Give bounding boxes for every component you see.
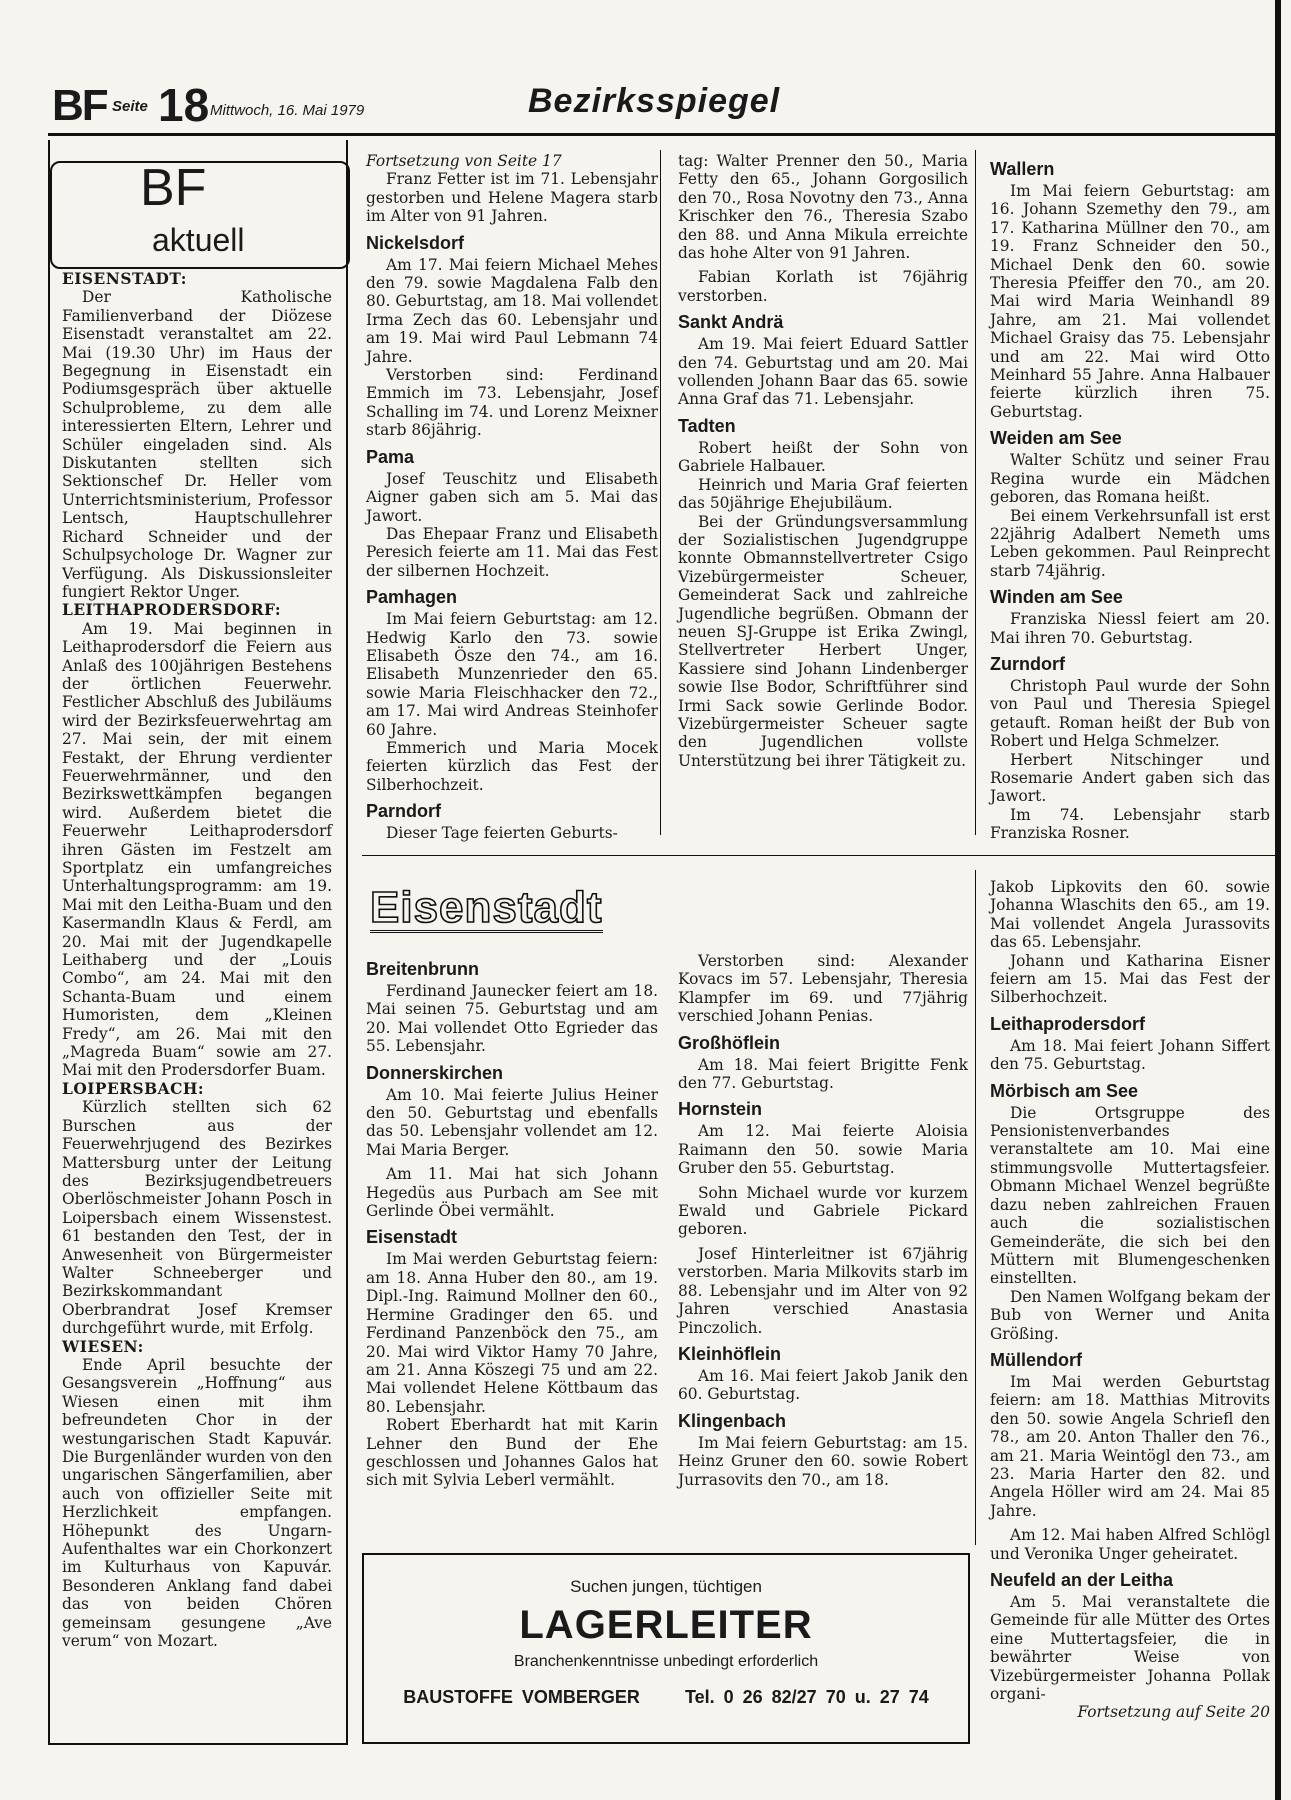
place-heading: Winden am See [990,587,1123,608]
article-paragraph: Im Mai feiern Geburtstag: am 12. Hedwig Karlo den 73. sowie Elisabeth Ösze den 74., am 16. Elisabeth Munzenrieder den 65. sowie Maria Fleischhacker den 72., am 17. Mai wird Andreas Steinhofer 60 Jahre. [366,610,658,739]
article-paragraph: Dieser Tage feierten Geburts- [386,824,618,843]
place-heading: Großhöflein [678,1032,780,1053]
article-paragraph: Franziska Niessl feiert am 20. Mai ihren 70. Geburtstag. [990,610,1270,647]
article-paragraph: Christoph Paul wurde der Sohn von Paul und Theresia Spiegel getauft. Roman heißt der Bub von Robert und Helga Schmelzer. [990,676,1270,751]
page-edge-bar [1275,0,1281,1800]
article-paragraph: Am 5. Mai veranstaltete die Gemeinde für alle Mütter des Ortes eine Muttertagsfeier, die in bewährter Weise von Vizebürgermeister Johanna Pollak organi- [990,1593,1270,1704]
aktuell-place-heading: WIESEN: [62,1337,144,1356]
article-paragraph: Franz Fetter ist im 71. Lebensjahr gestorben und Helene Magera starb im Alter von 91 Jahren. [366,170,658,226]
aktuell-paragraph: Der Katholische Familienverband der Diözese Eisenstadt veranstaltet am 22. Mai (19.30 Uhr) im Haus der Begegnung in Eisenstadt ein Podiumsgespräch über aktuelle Schulprobleme, zu dem alle interessierten Eltern, Lehrer und Schüler eingeladen sind. Als Diskutanten stellten sich Sektionschef Dr. Heller vom Unterrichtsministerium, Professor Lentsch, Hauptschullehrer Richard Schneider und der Schulpsychologe Dr. Wagner zur Verfügung. Als Diskussionsleiter fungiert Rektor Unger. [62,288,332,601]
place-heading: Leithaprodersdorf [990,1013,1146,1034]
ad-requirement: Branchenkenntnisse unbedingt erforderlich [513,1653,819,1670]
article-paragraph: Ferdinand Jaunecker feiert am 18. Mai seinen 75. Geburtstag und am 20. Mai vollendet Otto Egrieder das 55. Lebensjahr. [366,982,658,1056]
aktuell-paragraph: Am 19. Mai beginnen in Leithaprodersdorf die Feiern aus Anlaß des 100jährigen Bestehens der örtlichen Feuerwehr. Festlicher Abschluß des Jubiläums wird der Bezirksfeuerwehrtag am 27. Mai sein, der mit einem Festakt, der Ehrung verdienter Feuerwehrmänner, und den Bezirkswettkämpfen begangen wird. Außerdem bietet die Feuerwehr Leithaprodersdorf ihren Gästen im Festzelt am Sportplatz ein umfangreiches Unterhaltungsprogramm: am 19. Mai mit den Leitha-Buam und den Kasermandln Klaus & Ferdl, am 20. Mai mit der Jugendkapelle Leithaberg und der „Louis Combo“, am 24. Mai mit den Schanta-Buam und einem Humoristen, dem „Kleinen Fredy“, am 26. Mai mit den „Magreda Buam“ sowie am 27. Mai mit den Prodersdorfer Buam. [62,619,332,1080]
article-paragraph: Josef Hinterleitner ist 67jährig verstorben. Maria Milkovits starb im 88. Lebensjahr und im Alter von 92 Jahren verschied Anastasia Pinczolich. [678,1244,968,1337]
ad-headline: LAGERLEITER [519,1603,813,1647]
continuation-note: Fortsetzung von Seite 17 [366,152,562,170]
article-paragraph: Sohn Michael wurde vor kurzem Ewald und Gabriele Pickard geboren. [678,1183,968,1239]
upper-column-3 [678,152,968,770]
place-heading: Tadten [678,415,736,436]
aktuell-frame-left [48,140,50,1745]
place-heading: Donnerskirchen [366,1062,504,1083]
article-paragraph: Im Mai werden Geburtstag feiern: am 18. Anna Huber den 80., am 19. Dipl.-Ing. Raimund Mollner den 60., Hermine Gradinger den 65. und Ferdinand Panzenböck den 75., am 20. Mai wird Viktor Hamy 70 Jahre, am 21. Anna Köszegi 75 und am 22. Mai vollendet Helene Köttbaum das 80. Lebensjahr. [366,1250,658,1416]
article-paragraph: Am 17. Mai feiern Michael Mehes den 79. sowie Magdalena Falb den 80. Geburtstag, am 18. Mai vollendet Irma Zech das 60. Lebensjahr und am 19. Mai wird Paul Lebmann 74 Jahre. [366,255,658,366]
column-divider [660,150,661,835]
ad-intro: Suchen jungen, tüchtigen [570,1577,762,1596]
article-paragraph: Jakob Lipkovits den 60. sowie Johanna Wlaschits den 65., am 19. Mai vollendet Angela Jurassovits das 65. Lebensjahr. [990,878,1270,952]
article-paragraph: Fabian Korlath ist 76jährig verstorben. [678,268,968,305]
article-paragraph: Im 74. Lebensjahr starb Franziska Rosner. [990,805,1270,843]
article-paragraph: Am 16. Mai feiert Jakob Janik den 60. Geburtstag. [678,1366,968,1404]
column-divider [975,150,976,835]
article-paragraph: Am 19. Mai feiert Eduard Sattler den 74. Geburtstag und am 20. Mai vollenden Johann Baar das 65. sowie Anna Graf das 71. Lebensjahr. [678,335,968,409]
place-heading: Mörbisch am See [990,1080,1139,1101]
place-heading: Neufeld an der Leitha [990,1570,1174,1590]
aktuell-place-heading: EISENSTADT: [62,270,187,288]
article-paragraph: Im Mai feiern Geburtstag: am 15. Heinz Gruner den 60. sowie Robert Jurrasovits den 70., am 18. [678,1433,968,1489]
article-paragraph: Am 12. Mai feierte Aloisia Raimann den 50. sowie Maria Gruber den 55. Geburtstag. [678,1122,968,1178]
article-paragraph: tag: Walter Prenner den 50., Maria Fetty den 65., Johann Gorgosilich den 70., Rosa Novotny den 73., Anna Krischker den 76., Theresia Szabo den 88. und Anna Mikula erreichte das hohe Alter von 91 Jahren. [678,152,968,263]
upper-column-2 [366,152,658,843]
aktuell-paragraph: Ende April besuchte der Gesangsverein „Hoffnung“ aus Wiesen einen mit ihm befreundeten Chor in der westungarischen Stadt Kapuvár. Die Burgenländer wurden von den ungarischen Sängerfamilien, aber auch von offizieller Seite mit Herzlichkeit empfangen. Höhepunkt des Ungarn-Aufenthaltes war ein Chorkonzert im Kulturhaus von Kapuvár. Besonderen Anklang fand dabei das von beiden Chören gemeinsam gesungene „Ave verum“ von Mozart. [62,1355,332,1651]
article-paragraph: Am 18. Mai feiert Brigitte Fenk den 77. Geburtstag. [678,1055,968,1093]
article-paragraph: Das Ehepaar Franz und Elisabeth Peresich feierte am 11. Mai das Fest der silbernen Hochzeit. [366,524,658,580]
article-paragraph: Robert Eberhardt hat mit Karin Lehner den Bund der Ehe geschlossen und Johannes Galos hat sich mit Sylvia Leberl vermählt. [366,1416,658,1490]
upper-column-4 [990,152,1270,843]
section-divider [362,855,1275,856]
aktuell-place-heading: LEITHAPRODERSDORF: [62,601,282,620]
aktuell-paragraph: Kürzlich stellten sich 62 Burschen aus der Feuerwehrjugend des Bezirkes Mattersburg unter der Leitung des Bezirksjugendbetreuers Oberlöschmeister Johann Posch in Loipersbach einem Wissenstest. 61 bestanden den Test, der in Anwesenheit von Bürgermeister Walter Schneeberger und Bezirkskommandant Oberbrandrat Josef Kremser durchgeführt wurde, mit Erfolg. [62,1098,332,1338]
aktuell-column [62,270,332,1650]
article-paragraph: Heinrich und Maria Graf feierten das 50jährige Ehejubiläum. [678,475,968,513]
issue-date: Mittwoch, 16. Mai 1979 [210,102,365,119]
header-rule [48,133,1276,136]
continuation-note: Fortsetzung auf Seite 20 [1077,1703,1270,1722]
article-paragraph: Verstorben sind: Alexander Kovacs im 57. Lebensjahr, Theresia Klampfer im 69. und 77jährig verschied Johann Penias. [678,952,968,1026]
article-paragraph: Herbert Nitschinger und Rosemarie Andert gaben sich das Jawort. [990,750,1270,806]
place-heading: Parndorf [366,801,442,822]
place-heading: Klingenbach [678,1410,787,1431]
article-paragraph: Im Mai werden Geburtstag feiern: am 18. Matthias Mitrovits den 50. sowie Angela Schriefl den 78., am 20. Anton Thaller den 76., am 21. Maria Weintögl den 73., am 23. Maria Harter den 82. und Angela Höller wird am 24. Mai 85 Jahre. [990,1372,1270,1520]
article-paragraph: Die Ortsgruppe des Pensionistenverbandes veranstaltete am 10. Mai eine stimmungsvolle Muttertagsfeier. Obmann Michael Wenzel begrüßte dazu neben zahlreichen Frauen auch die sozialistischen Gemeinderäte, die sich bei den Müttern mit Blumengeschenken einstellten. [990,1103,1270,1288]
aktuell-place-heading: LOIPERSBACH: [62,1079,205,1098]
ad-contact [364,1687,968,1708]
place-heading: Sankt Andrä [678,312,784,333]
place-heading: Nickelsdorf [366,232,465,253]
article-paragraph: Robert heißt der Sohn von Gabriele Halbauer. [678,438,968,476]
place-heading: Pamhagen [366,587,458,608]
aktuell-frame-bottom [48,1743,348,1745]
article-paragraph: Johann und Katharina Eisner feiern am 15. Mai das Fest der Silberhochzeit. [990,951,1270,1007]
section-title: Bezirksspiegel [528,82,781,120]
article-paragraph: Am 18. Mai feiert Johann Siffert den 75. Geburtstag. [990,1036,1270,1074]
eisenstadt-column-4 [990,878,1270,1722]
aktuell-logo-bf: BF [140,159,207,217]
article-paragraph: Am 12. Mai haben Alfred Schlögl und Veronika Unger geheiratet. [990,1526,1270,1563]
eisenstadt-column-2 [366,952,658,1490]
aktuell-logo-word: aktuell [152,222,245,258]
place-heading: Müllendorf [990,1349,1082,1370]
newspaper-logo: BF [52,81,107,130]
place-heading: Zurndorf [990,653,1065,674]
article-paragraph: Am 11. Mai hat sich Johann Hegedüs aus Purbach am See mit Gerlinde Öbei vermählt. [366,1165,658,1221]
place-heading: Breitenbrunn [366,959,480,979]
article-paragraph: Emmerich und Maria Mocek feierten kürzlich das Fest der Silberhochzeit. [366,738,658,794]
column-divider [975,870,976,1545]
article-paragraph: Am 10. Mai feierte Julius Heiner den 50. Geburtstag und ebenfalls das 50. Lebensjahr vollendet am 12. Mai Maria Berger. [366,1085,658,1159]
place-heading: Weiden am See [990,428,1122,449]
article-paragraph: Bei der Gründungsversammlung der Sozialistischen Jugendgruppe konnte Obmannstellvertreter Csigo Vizebürgermeister Scheuer, Gemeinderat Sack und zahlreiche Jugendliche begrüßen. Obmann der neuen SJ-Gruppe ist Erika Zwingl, Stellvertreter Herbert Unger, Kassiere sind Johann Lindenberger sowie Ilse Bodor, Schriftführer sind Irmi Sack sowie Gerlinde Bodor. Vizebürgermeister Scheuer sagte den Jugendlichen vollste Unterstützung bei ihrer Tätigkeit zu. [678,512,968,770]
aktuell-frame-right [346,140,348,1745]
article-paragraph: Walter Schütz und seiner Frau Regina wurde ein Mädchen geboren, das Romana heißt. [990,451,1270,507]
place-heading: Wallern [990,159,1055,179]
article-paragraph: Josef Teuschitz und Elisabeth Aigner gaben sich am 5. Mai das Jawort. [366,469,658,525]
job-advertisement [362,1553,970,1744]
page-number: 18 [158,79,210,131]
eisenstadt-column-3 [678,952,968,1489]
article-paragraph: Verstorben sind: Ferdinand Emmich im 73. Lebensjahr, Josef Schalling im 74. und Lorenz Meixner starb 86jährig. [366,366,658,440]
article-paragraph: Bei einem Verkehrsunfall ist erst 22jährig Adalbert Nemeth ums Leben gekommen. Paul Reinprecht starb 74jährig. [990,506,1270,580]
place-heading: Pama [366,446,415,467]
place-heading: Hornstein [678,1099,763,1120]
article-paragraph: Im Mai feiern Geburtstag: am 16. Johann Szemethy den 79., am 17. Katharina Müllner den 70., am 19. Franz Schneider den 50., Michael Denk den 60. sowie Theresia Pfeiffer den 70., am 20. Mai wird Maria Weinhandl 89 Jahre, am 21. Mai vollendet Michael Graisy das 75. Lebensjahr und am 22. Mai wird Otto Meinhard 55 Jahre. Anna Halbauer feierte kürzlich ihren 75. Geburtstag. [990,182,1270,421]
ad-phone: Tel. 0 26 82/27 70 u. 27 74 [684,1687,929,1707]
page-label: Seite [112,98,148,115]
article-paragraph: Den Namen Wolfgang bekam der Bub von Werner und Anita Größing. [990,1287,1270,1343]
ad-company: BAUSTOFFE VOMBERGER [403,1687,640,1707]
eisenstadt-section-logo: Eisenstadt [370,883,603,932]
place-heading: Kleinhöflein [678,1343,781,1364]
place-heading: Eisenstadt [366,1227,458,1248]
